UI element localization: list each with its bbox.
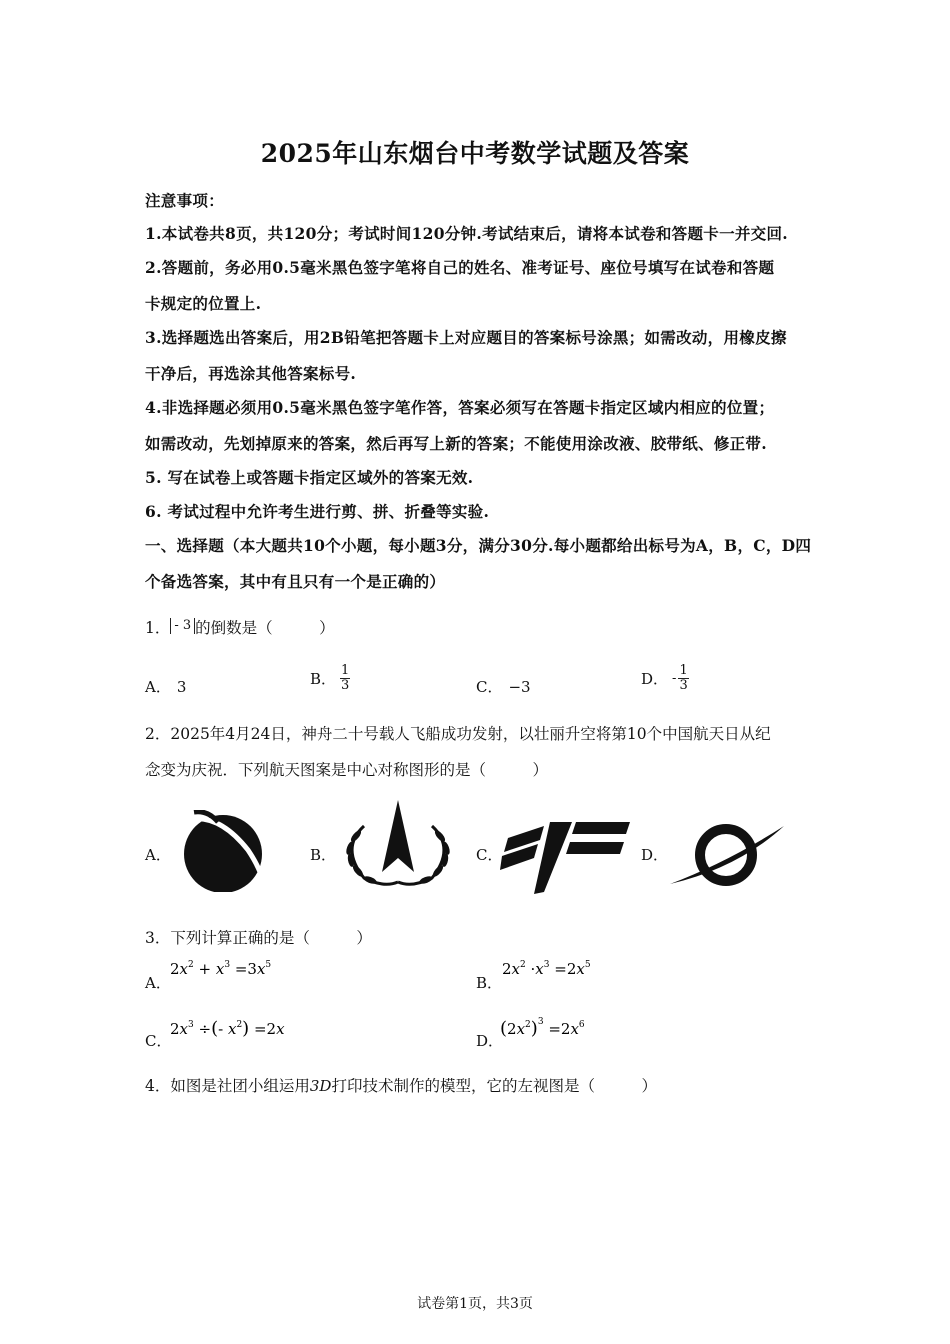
q1-option-b: B． $\frac{1}{3}$ <box>310 663 350 693</box>
notice-item-4: 4.非选择题必须用0.5毫米黑色签字笔作答，答案必须写在答题卡指定区域内相应的位置； <box>145 398 775 417</box>
svg-text:2x2 ·x3 =2x5: $2x^2 \cdot x^3 =2x^5$ <box>502 960 591 978</box>
q2-label-b: B． <box>310 846 337 864</box>
page-footer: 试卷第1页，共3页 <box>417 1296 533 1312</box>
q2-label-a: A． <box>145 846 171 864</box>
q3-option-a-formula <box>170 956 280 980</box>
q1-option-a: A． 3 <box>145 678 187 696</box>
notice-heading: 注意事项： <box>145 191 225 210</box>
q3-option-c-formula <box>170 1014 300 1040</box>
notice-item-4-cont: 如需改动，先划掉原来的答案，然后再写上新的答案；不能使用涂改液、胶带纸、修正带. <box>145 434 767 453</box>
notice-item-2-cont: 卡规定的位置上. <box>145 294 262 313</box>
svg-text:2x3 ÷(- x2) =2x: $2x^3$ ÷(- $x^2) =2x$ <box>170 1018 285 1039</box>
section-heading-cont: 个备选答案，其中有且只有一个是正确的） <box>145 572 446 591</box>
notice-item-5: 5. 写在试卷上或答题卡指定区域外的答案无效. <box>145 468 474 487</box>
q1-number: 1． <box>145 619 171 637</box>
q3-option-a-label: A． <box>145 974 171 992</box>
logo-c-stripes-icon <box>500 818 632 896</box>
q3-option-c-label: C． <box>145 1032 172 1050</box>
q1-stem: 的倒数是（ ） <box>195 619 335 637</box>
q2-label-c: C． <box>476 846 503 864</box>
notice-item-1: 1.本试卷共8页，共120分；考试时间120分钟.考试结束后，请将本试卷和答题卡一并交回. <box>145 224 788 243</box>
logo-b-wreath-rocket-icon <box>334 796 462 890</box>
notice-item-2: 2.答题前，务必用0.5毫米黑色签字笔将自己的姓名、准考证号、座位号填写在试卷和答题 <box>145 258 775 277</box>
notice-item-3-cont: 干净后，再选涂其他答案标号. <box>145 364 357 383</box>
q4-3d-term: 3D <box>309 1077 332 1095</box>
svg-text:(2x2)3 =2x6: $(2x^2)^3 =2x^6$ <box>500 1017 585 1039</box>
q3-option-d-formula <box>500 1012 610 1040</box>
question-2-line2: 念变为庆祝．下列航天图案是中心对称图形的是（ ） <box>145 761 549 779</box>
q3-option-b-formula <box>502 956 612 980</box>
question-1 <box>145 616 335 638</box>
section-heading: 一、选择题（本大题共10个小题，每小题3分，满分30分.每小题都给出标号为A，B，C，D四 <box>145 536 812 555</box>
q3-option-d-label: D． <box>476 1032 504 1050</box>
question-4: 4．如图是社团小组运用3D打印技术制作的模型，它的左视图是（ ） <box>145 1077 657 1095</box>
q3-option-b-label: B． <box>476 974 503 992</box>
page-title: 2025年山东烟台中考数学试题及答案 <box>260 139 690 168</box>
question-2-line1: 2．2025年4月24日，神舟二十号载人飞船成功发射，以壮丽升空将第10个中国航天日从纪 <box>145 725 771 743</box>
logo-d-planet-ring-icon <box>668 822 786 888</box>
q1-option-d: D． - $\frac{1}{3}$ <box>641 663 688 693</box>
q1-option-c: C． −3 <box>476 678 531 696</box>
notice-item-3: 3.选择题选出答案后，用2B铅笔把答题卡上对应题目的答案标号涂黑；如需改动，用橡皮擦 <box>145 328 787 347</box>
q1-absolute-value: - 3 <box>170 618 195 634</box>
logo-a-circle-icon <box>178 810 268 892</box>
q2-label-d: D． <box>641 846 669 864</box>
notice-item-6: 6. 考试过程中允许考生进行剪、拼、折叠等实验. <box>145 502 490 521</box>
svg-text:2x2 + x3 =3x5: $2x^2 + x^3 =3x^5$ <box>170 960 272 978</box>
question-3: 3．下列计算正确的是（ ） <box>145 929 372 947</box>
